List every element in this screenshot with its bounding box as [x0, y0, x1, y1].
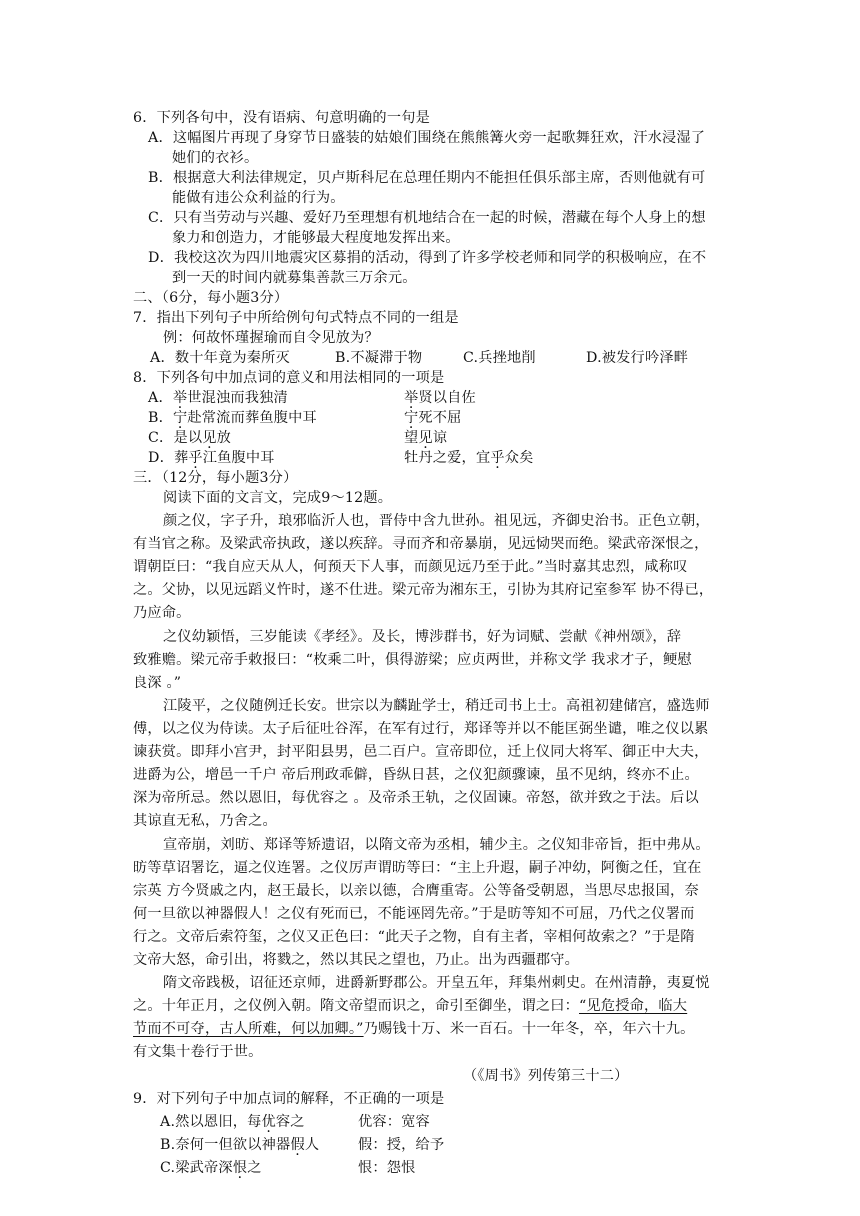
text-segment: 容之	[275, 1114, 305, 1130]
passage-line: 良深 。”	[133, 675, 182, 691]
q7-option-c: C.兵挫地削	[463, 350, 536, 366]
passage-line: 深为帝所忌。然以恩旧，每优容之 。及帝杀王轨，之仪固谏。帝怒，欲并致之于法。后以	[133, 790, 699, 806]
q7-option-d: D.被发行吟泽畔	[586, 350, 689, 366]
dotted-char: 宁	[173, 410, 188, 426]
passage-line: 乃应命。	[133, 605, 191, 621]
q7-example: 例：何故怀瑾握瑜而自令见放为？	[163, 330, 379, 346]
text-segment: 之	[247, 1160, 262, 1176]
q8-option-a-left	[148, 388, 288, 408]
passage-line: 其谅直无私，乃舍之。	[133, 813, 277, 829]
q8-option-a-right	[404, 388, 476, 408]
q7-option-b: B.不凝滞于物	[335, 350, 423, 366]
passage-line-with-underline	[133, 996, 687, 1016]
passage-line: 颜之仪，字子升，琅邪临沂人也，晋侍中含九世孙。祖见远，齐御史治书。正色立朝，	[163, 513, 710, 529]
text-segment: 牡丹之爱，宜	[404, 450, 491, 466]
text-segment: 乃赐钱十万、米一百石。十一年冬，卒，年六十九。	[363, 1021, 695, 1037]
q8-option-c-right	[404, 428, 447, 448]
text-segment: 谅	[432, 430, 448, 446]
q8-option-c-left	[148, 428, 231, 448]
passage-line: 宗英 方今贤戚之内，赵王最长，以亲以德，合膺重寄。公等备受朝恩，当思尽忠报国，奈	[133, 883, 699, 899]
q9-stem: 9．对下列句子中加点词的解释，不正确的一项是	[133, 1091, 445, 1107]
section-3-heading: 三．（12分，每小题3分）	[133, 470, 298, 486]
passage-line: 昉等草诏署讫，逼之仪连署。之仪厉声谓昉等曰：“主上升遐，嗣子冲幼，阿衡之任，宜在	[133, 860, 702, 876]
text-segment: B.奈何一但欲以神器	[160, 1137, 291, 1153]
passage-line-with-underline	[133, 1019, 694, 1039]
passage-line: 进爵为公，增邑一千户 帝后刑政乖僻，昏纵日甚，之仪犯颜骤谏，虽不见纳，终亦不止。	[133, 767, 699, 783]
section-2-heading: 二、（6分，每小题3分）	[133, 290, 289, 306]
dotted-char: 乎	[490, 450, 505, 466]
text-segment: B．	[148, 410, 174, 426]
text-segment: 望	[404, 430, 419, 446]
dotted-char: 优	[261, 1114, 276, 1130]
text-segment: 人	[304, 1137, 320, 1153]
passage-line: 有当官之称。及梁武帝执政，遂以疾辞。寻而齐和帝暴崩，见远恸哭而绝。梁武帝深恨之，	[133, 536, 709, 552]
underlined-sentence: “见危授命，临大	[579, 998, 688, 1014]
reading-intro: 阅读下面的文言文，完成9～12题。	[163, 490, 393, 506]
passage-line: 何一旦欲以神器假人！之仪有死而已，不能诬罔先帝。”于是昉等知不可屈，乃代之仪署而	[133, 906, 695, 922]
q6-option-d-line2: 到一天的时间内就募集善款三万余元。	[172, 270, 417, 286]
q9-option-a-gloss: 优容：宽容	[358, 1114, 430, 1130]
q9-option-b	[160, 1135, 319, 1155]
q8-option-d-right	[404, 448, 534, 468]
q6-option-b-line2: 能做有违公众利益的行为。	[172, 190, 345, 206]
text-segment: 死不屈	[418, 410, 462, 426]
q9-option-c	[160, 1158, 262, 1178]
passage-line: 行之。文帝后索符玺，之仪又正色曰：“此天子之物，自有主者，宰相何故索之？”于是隋	[133, 929, 695, 945]
text-segment: 世混浊而我独清	[187, 390, 288, 406]
q6-option-b-line1: B．根据意大利法律规定，贝卢斯科尼在总理任期内不能担任俱乐部主席，否则他就有可	[148, 170, 706, 186]
passage-source: （《周书》列传第三十二）	[463, 1068, 629, 1084]
q8-stem: 8．下列各句中加点词的意义和用法相同的一项是	[133, 370, 445, 386]
text-segment: 之。十年正月，之仪例入朝。隋文帝望而识之，命引至御坐，谓之曰：	[133, 998, 580, 1014]
text-segment: A．	[148, 390, 173, 406]
q7-stem: 7．指出下列句子中所给例句句式特点不同的一组是	[133, 310, 459, 326]
dotted-char: 假	[290, 1137, 305, 1153]
q7-option-a: A．数十年竟为秦所灭	[150, 350, 290, 366]
passage-line: 江陵平，之仪随例迁长安。世宗以为麟趾学士，稍迁司书上士。高祖初建储宫，盛选师	[163, 698, 710, 714]
passage-line: 致雅赡。梁元帝手敕报曰：“枚乘二叶，俱得游梁；应贞两世，并称文学 我求才子，鲠慰	[133, 652, 692, 668]
text-segment: 放	[216, 430, 231, 446]
passage-line: 傅，以之仪为侍读。太子后征吐谷浑，在军有过行，郑译等并以不能匡弼坐谴，唯之仪以累	[133, 721, 709, 737]
underlined-sentence: 节而不可夺，古人所难，何以加卿。”	[133, 1021, 364, 1037]
dotted-char: 见	[418, 430, 433, 446]
q9-option-a	[160, 1112, 305, 1132]
passage-line: 有文集十卷行于世。	[133, 1044, 263, 1060]
q6-option-a-line1: A．这幅图片再现了身穿节日盛装的姑娘们围绕在熊熊篝火旁一起歌舞狂欢，汗水浸湿了	[148, 130, 706, 146]
q6-option-a-line2: 她们的衣衫。	[172, 150, 259, 166]
dotted-char: 见	[202, 430, 217, 446]
q6-option-c-line2: 象力和创造力，才能够最大程度地发挥出来。	[172, 230, 460, 246]
q6-option-c-line1: C．只有当劳动与兴趣、爱好乃至理想有机地结合在一起的时候，潜藏在每个人身上的想	[148, 210, 706, 226]
text-segment: 贤以自佐	[418, 390, 476, 406]
q8-option-d-left	[148, 448, 275, 468]
q8-option-b-left	[148, 408, 317, 428]
q9-option-c-gloss: 恨：怨恨	[358, 1160, 416, 1176]
text-segment: C．是以	[148, 430, 203, 446]
dotted-char: 恨	[232, 1160, 248, 1176]
dotted-char: 乎	[188, 450, 203, 466]
dotted-char: 举	[172, 390, 188, 406]
dotted-char: 宁	[404, 410, 419, 426]
q8-option-b-right	[404, 408, 462, 428]
text-segment: 赴常流而葬鱼腹中耳	[187, 410, 317, 426]
passage-line: 之仪幼颖悟，三岁能读《孝经》。及长，博涉群书，好为词赋、尝献《神州颂》，辞	[163, 629, 682, 645]
passage-line: 谏获赏。即拜小宫尹，封平阳县男，邑二百户。宣帝即位，迁上仪同大将军、御正中大夫，	[133, 744, 709, 760]
text-segment: C.梁武帝深	[160, 1160, 233, 1176]
passage-line: 之。父协，以见远蹈义忤时，遂不仕进。梁元帝为湘东王，引协为其府记室参军 协不得已，	[133, 582, 714, 598]
passage-line: 文帝大怒，命引出，将戮之，然以其民之望也，乃止。出为西疆郡守。	[133, 952, 580, 968]
q6-option-d-line1: D．我校这次为四川地震灾区募捐的活动，得到了许多学校老师和同学的积极响应，在不	[148, 250, 707, 266]
text-segment: D．葬	[148, 450, 189, 466]
passage-line: 谓朝臣曰：“我自应天从人，何预天下人事，而颜见远乃至于此。”当时嘉其忠烈，咸称叹	[133, 559, 688, 575]
text-segment: 江鱼腹中耳	[202, 450, 275, 466]
text-segment: A.然以恩旧，每	[160, 1114, 262, 1130]
passage-line: 宣帝崩，刘昉、郑译等矫遗诏，以隋文帝为丞相，辅少主。之仪知非帝旨，拒中弗从。	[163, 837, 710, 853]
q6-stem: 6．下列各句中，没有语病、句意明确的一句是	[133, 110, 430, 126]
dotted-char: 举	[404, 390, 419, 406]
q9-option-b-gloss: 假：授，给予	[358, 1137, 445, 1153]
passage-line: 隋文帝践极，诏征还京师，进爵新野郡公。开皇五年，拜集州刺史。在州清静，夷夏悦	[163, 975, 710, 991]
text-segment: 众矣	[504, 450, 534, 466]
